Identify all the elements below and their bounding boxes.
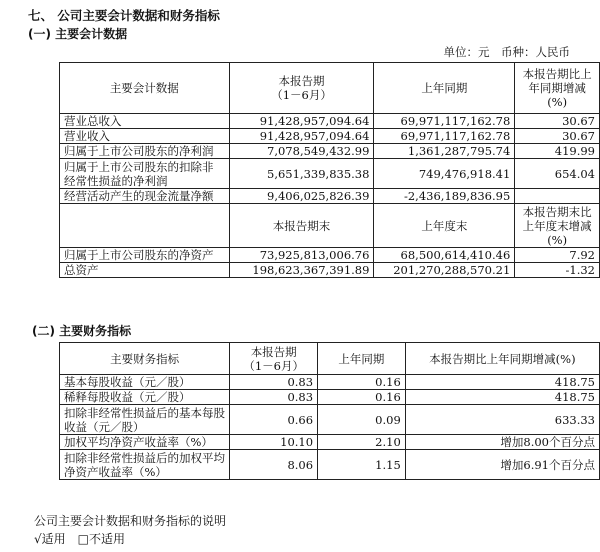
- row-label: 营业收入: [60, 129, 230, 144]
- value-cell: 418.75: [405, 390, 599, 405]
- table-row: [60, 435, 600, 450]
- value-cell: -1.32: [515, 263, 600, 278]
- table-header-row: [60, 63, 600, 114]
- value-cell: 1,361,287,795.74: [374, 144, 515, 159]
- header-cell: [60, 204, 230, 248]
- main-financial-indicators-table: [59, 342, 600, 480]
- table-row: [60, 114, 600, 129]
- row-label: 归属于上市公司股东的净利润: [60, 144, 230, 159]
- value-cell: 73,925,813,006.76: [229, 248, 374, 263]
- value-cell: 30.67: [515, 129, 600, 144]
- value-cell: 201,270,288,570.21: [374, 263, 515, 278]
- header-cell: 本报告期 （1－6月）: [229, 63, 374, 114]
- value-cell: 69,971,117,162.78: [374, 114, 515, 129]
- value-cell: 8.06: [230, 450, 318, 480]
- subsection-heading-financial-indicators: (二) 主要财务指标: [32, 324, 132, 338]
- row-label: 总资产: [60, 263, 230, 278]
- header-cell: 上年度末: [374, 204, 515, 248]
- value-cell: 0.66: [230, 405, 318, 435]
- row-label: 营业总收入: [60, 114, 230, 129]
- value-cell: 1.15: [318, 450, 406, 480]
- value-cell: 2.10: [318, 435, 406, 450]
- value-cell: 633.33: [405, 405, 599, 435]
- table-row: [60, 405, 600, 435]
- value-cell: -2,436,189,836.95: [374, 189, 515, 204]
- header-cell: 主要会计数据: [60, 63, 230, 114]
- value-cell: 91,428,957,094.64: [229, 114, 374, 129]
- value-cell: 0.83: [230, 375, 318, 390]
- table-header-row: [60, 343, 600, 375]
- table-row: [60, 248, 600, 263]
- table-row: [60, 129, 600, 144]
- row-label: 经营活动产生的现金流量净额: [60, 189, 230, 204]
- header-cell: 本报告期 （1－6月）: [230, 343, 318, 375]
- header-cell: 本报告期末: [229, 204, 374, 248]
- table-row: [60, 189, 600, 204]
- header-cell: 主要财务指标: [60, 343, 230, 375]
- table-row: [60, 159, 600, 189]
- value-cell: 7.92: [515, 248, 600, 263]
- header-cell: 本报告期末比上年度末增减(%): [515, 204, 600, 248]
- header-cell: 上年同期: [318, 343, 406, 375]
- value-cell: 91,428,957,094.64: [229, 129, 374, 144]
- unit-currency-line: 单位：元 币种：人民币: [443, 45, 570, 59]
- value-cell: 198,623,367,391.89: [229, 263, 374, 278]
- value-cell: 0.83: [230, 390, 318, 405]
- table-row: [60, 450, 600, 480]
- applicability-checkbox: √适用 □不适用: [34, 532, 125, 546]
- value-cell: 10.10: [230, 435, 318, 450]
- row-label: 扣除非经常性损益后的加权平均净资产收益率（%）: [60, 450, 230, 480]
- value-cell: 0.16: [318, 390, 406, 405]
- row-label: 归属于上市公司股东的净资产: [60, 248, 230, 263]
- value-cell: 654.04: [515, 159, 600, 189]
- value-cell: 419.99: [515, 144, 600, 159]
- row-label: 加权平均净资产收益率（%）: [60, 435, 230, 450]
- table-row: [60, 144, 600, 159]
- value-cell: 增加6.91个百分点: [405, 450, 599, 480]
- table-row: [60, 263, 600, 278]
- table-row: [60, 375, 600, 390]
- header-cell: 本报告期比上年同期增减(%): [515, 63, 600, 114]
- row-label: 扣除非经常性损益后的基本每股收益（元／股）: [60, 405, 230, 435]
- row-label: 稀释每股收益（元／股）: [60, 390, 230, 405]
- value-cell: 0.09: [318, 405, 406, 435]
- header-cell: 上年同期: [374, 63, 515, 114]
- value-cell: 418.75: [405, 375, 599, 390]
- section-heading: 七、 公司主要会计数据和财务指标: [28, 8, 220, 23]
- value-cell: 69,971,117,162.78: [374, 129, 515, 144]
- value-cell: [515, 189, 600, 204]
- value-cell: 7,078,549,432.99: [229, 144, 374, 159]
- table-header-row: [60, 204, 600, 248]
- value-cell: 68,500,614,410.46: [374, 248, 515, 263]
- explanation-label: 公司主要会计数据和财务指标的说明: [34, 514, 227, 528]
- value-cell: 增加8.00个百分点: [405, 435, 599, 450]
- header-cell: 本报告期比上年同期增减(%): [405, 343, 599, 375]
- value-cell: 30.67: [515, 114, 600, 129]
- row-label: 归属于上市公司股东的扣除非经常性损益的净利润: [60, 159, 230, 189]
- value-cell: 9,406,025,826.39: [229, 189, 374, 204]
- row-label: 基本每股收益（元／股）: [60, 375, 230, 390]
- table-row: [60, 390, 600, 405]
- value-cell: 749,476,918.41: [374, 159, 515, 189]
- subsection-heading-accounting-data: (一) 主要会计数据: [28, 27, 128, 41]
- main-accounting-data-table: [59, 62, 600, 278]
- value-cell: 5,651,339,835.38: [229, 159, 374, 189]
- value-cell: 0.16: [318, 375, 406, 390]
